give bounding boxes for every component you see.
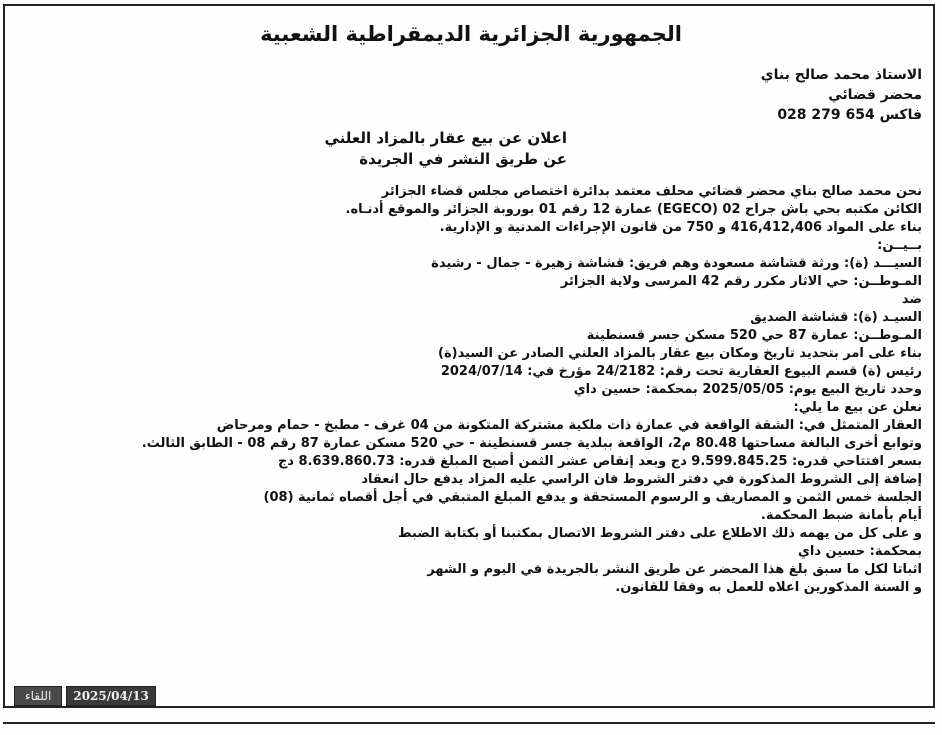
body-line-13: نعلن عن بيع ما يلي: [793, 400, 922, 415]
body-line-20: و على كل من يهمه ذلك الاطلاع على دفتر الشروط الاتصال بمكتبنا أو بكتابة الضبط [398, 526, 922, 541]
body-line-1: نحن محمد صالح بناي محضر قضائي محلف معتمد بدائرة اختصاص مجلس قضاء الجزائر [381, 184, 922, 199]
body-line-9: المـوطــن: عمارة 87 حي 520 مسكن جسر قسنطينة [586, 328, 922, 343]
body-line-3: بناء على المواد 416,412,406 و 750 من قانون الإجراءات المدنية و الإدارية. [439, 220, 922, 235]
body-line-6: المـوطــن: حي الاثار مكرر رقم 42 المرسى ولاية الجزائر [560, 274, 922, 289]
publication-date: 2025/04/13 [66, 686, 156, 706]
body-line-11: رئيس (ة) قسم البيوع العقارية تحت رقم: 24/2182 مؤرخ في: 2024/07/14 [440, 364, 922, 379]
body-line-18: الجلسة خمس الثمن و المصاريف و الرسوم المستحقة و يدفع المبلغ المتبقي في أجل أقصاه ثمانية (08) [263, 490, 922, 505]
body-line-15: وتوابع أخرى البالغة مساحتها 80.48 م2، الواقعة ببلدية جسر قسنطينة - حي 520 مسكن عمارة 87 رقم 08 - الطابق الثالث. [141, 436, 922, 451]
notice-title-line1: اعلان عن بيع عقار بالمزاد العلني [324, 129, 567, 147]
body-line-22: اثباتا لكل ما سبق بلغ هذا المحضر عن طريق النشر بالجريدة في اليوم و الشهر [427, 562, 922, 577]
newspaper-name: اللقاء [14, 686, 62, 706]
body-line-19: أيام بأمانة ضبط المحكمة. [760, 508, 922, 523]
publication-footer [14, 686, 156, 706]
bailiff-role: محضر قضائي [828, 87, 922, 103]
page-title: الجمهورية الجزائرية الديمقراطية الشعبية [260, 22, 682, 46]
body-line-21: بمحكمة: حسين داي [797, 544, 922, 559]
notice-title-line2: عن طريق النشر في الجريدة [359, 150, 567, 168]
body-line-7: ضد [901, 292, 922, 307]
body-line-2: الكائن مكتبه بحي باش جراح 02 (EGECO) عمارة 12 رقم 01 بوروبة الجزائر والموقع أدنـاه. [345, 202, 922, 217]
body-line-5: السيـــد (ة): ورثة قشاشة مسعودة وهم فريق: قشاشة زهيرة - جمال - رشيدة [431, 256, 922, 271]
body-line-23: و السنة المذكورين اعلاه للعمل به وفقا للقانون. [615, 580, 922, 595]
bailiff-name: الاستاذ محمد صالح بناي [760, 67, 922, 83]
body-line-4: بــيــن: [877, 238, 922, 253]
body-line-14: العقار المتمثل في: الشقة الواقعة في عمارة ذات ملكية مشتركة المتكونة من 04 غرف - مطبخ - حمام ومرحاض [216, 418, 922, 433]
body-line-17: إضافة إلى الشروط المذكورة في دفتر الشروط فان الراسي عليه المزاد يدفع حال انعقاد [361, 472, 922, 487]
body-line-8: السيـد (ة): قشاشة الصديق [750, 310, 922, 325]
body-line-12: وحدد تاريخ البيع يوم: 2025/05/05 بمحكمة: حسين داي [573, 382, 922, 397]
next-clipping-edge [3, 722, 935, 735]
fax-number: فاكس 654 279 028 [777, 107, 922, 123]
body-line-10: بناء على امر بتحديد تاريخ ومكان بيع عقار بالمزاد العلني الصادر عن السيد(ة) [438, 346, 922, 361]
body-line-16: بسعر افتتاحي قدره: 9.599.845.25 دج وبعد إنقاص عشر الثمن أصبح المبلغ قدره: 8.639.860.73 دج [277, 454, 922, 469]
